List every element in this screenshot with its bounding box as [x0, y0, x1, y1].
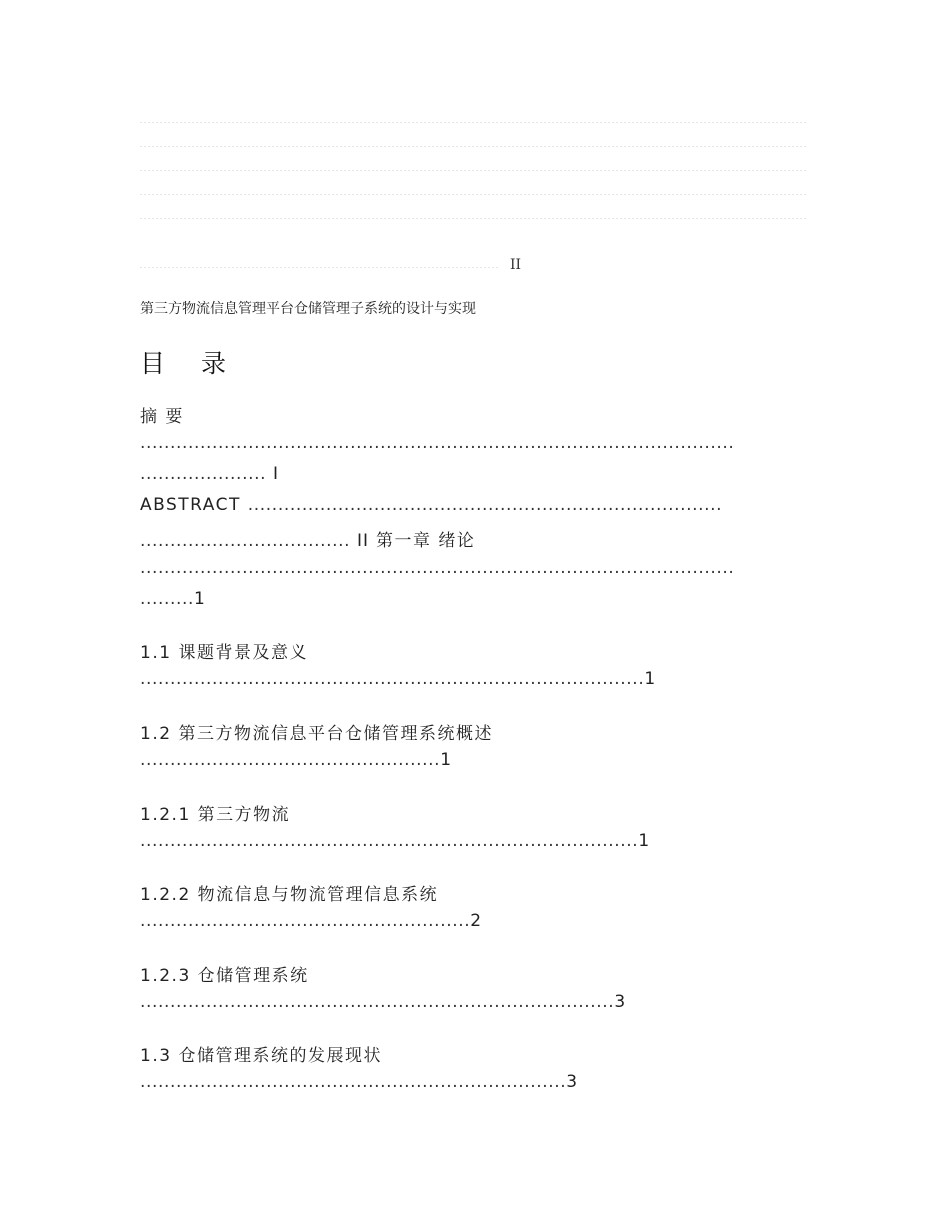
toc-entry-1-2[interactable] — [140, 719, 810, 744]
toc-entry-label: 1.3 仓储管理系统的发展现状 — [140, 1046, 382, 1066]
toc-leader-end: ..................... I — [140, 464, 280, 484]
toc-entry-page: 1 — [194, 589, 206, 609]
toc-entry-page: 1 — [644, 669, 657, 689]
toc-leader: ...............................................................................3 — [140, 992, 627, 1012]
toc-entry-label: 第一章 绪论 — [375, 531, 476, 551]
toc-entry-page: II — [357, 531, 370, 551]
running-header: 第三方物流信息管理平台仓储管理子系统的设计与实现 — [140, 301, 476, 317]
toc-entry-1-2-1[interactable] — [140, 800, 810, 825]
toc-entry-page: 2 — [470, 911, 483, 931]
toc-leader-end: .........1 — [140, 589, 206, 609]
toc-entry-page: 1 — [638, 831, 651, 851]
toc-entry-label: 1.2.3 仓储管理系统 — [140, 966, 309, 986]
toc-title: 目 录 — [140, 349, 240, 378]
previous-page-number: II — [510, 257, 522, 273]
toc-leader: ...................................................................................1 — [140, 831, 651, 851]
toc-leader: .......................................................2 — [140, 911, 483, 931]
toc-entry-abstract-cn[interactable] — [140, 402, 810, 427]
toc-leader: ................................................................................................... — [140, 433, 735, 453]
previous-page-faint-line — [140, 257, 560, 275]
toc-leader: ................................................................................................... — [140, 558, 735, 578]
toc-entry-1-1[interactable] — [140, 638, 810, 663]
toc-entry-label: 1.2.2 物流信息与物流管理信息系统 — [140, 885, 439, 905]
toc-entry-chapter1[interactable]: ................................... II 第一章 绪论 — [140, 531, 476, 551]
toc-entry-1-2-2[interactable] — [140, 880, 810, 905]
toc-entry-label: 1.2.1 第三方物流 — [140, 805, 291, 825]
toc-entry-page: 3 — [614, 992, 627, 1012]
toc-entry-page: I — [273, 464, 280, 484]
toc-leader: ....................................................................................1 — [140, 669, 657, 689]
toc-entry-label: 摘 要 — [140, 407, 184, 427]
toc-entry-label: 1.2 第三方物流信息平台仓储管理系统概述 — [140, 724, 493, 744]
toc-entry-label: 1.1 课题背景及意义 — [140, 643, 308, 663]
previous-page-faint-text — [140, 122, 808, 242]
toc-entry-page: 3 — [566, 1072, 579, 1092]
toc-entry-1-2-3[interactable] — [140, 961, 810, 986]
toc-entry-page: 1 — [440, 750, 453, 770]
toc-leader: .......................................................................3 — [140, 1072, 579, 1092]
toc-entry-label: ABSTRACT — [140, 495, 241, 515]
toc-entry-abstract-en[interactable]: ABSTRACT ............................................................................... — [140, 495, 723, 515]
toc-entry-1-3[interactable] — [140, 1041, 810, 1066]
toc-leader: ..................................................1 — [140, 750, 453, 770]
